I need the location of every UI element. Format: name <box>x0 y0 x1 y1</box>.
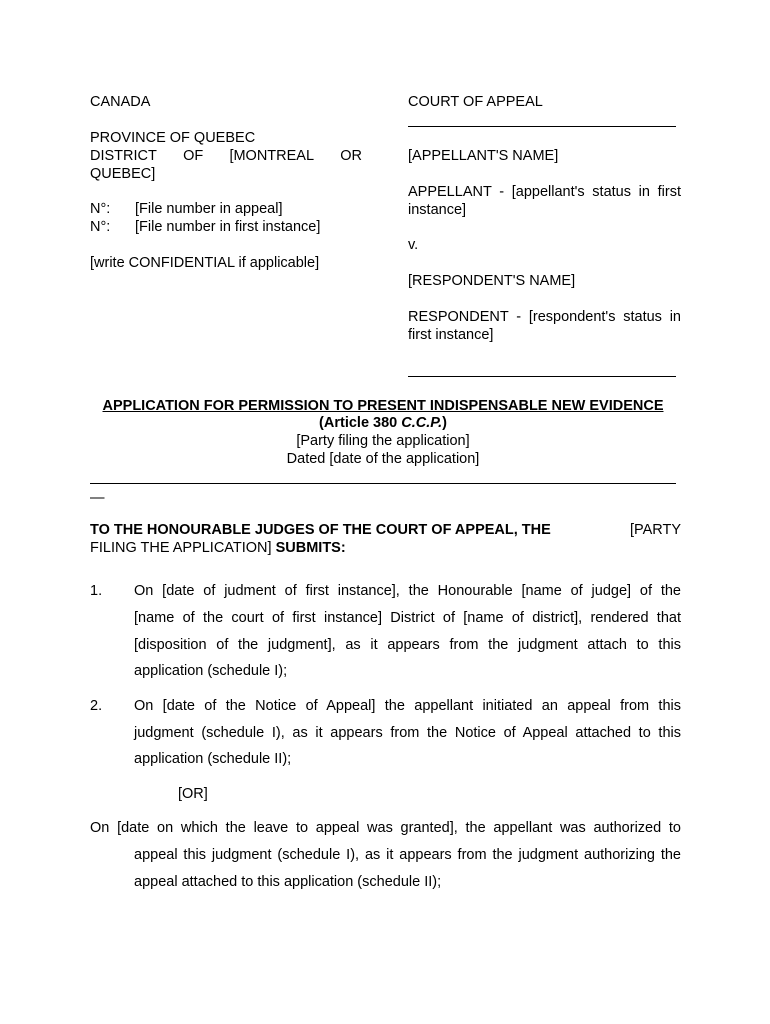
file-no-label-2: N°: <box>90 219 111 235</box>
address-party: [PARTY <box>629 522 681 538</box>
article-prefix: (Article 380 <box>319 415 402 431</box>
paragraph-1-line-2: [name of the court of first instance] District of [name of district], rendered that <box>134 610 681 626</box>
confidential-note: [write CONFIDENTIAL if applicable] <box>90 255 320 271</box>
heading-dash: — <box>90 490 105 506</box>
versus-label: v. <box>408 237 419 253</box>
caption-divider-bottom <box>408 376 676 377</box>
court-name: COURT OF APPEAL <box>408 94 543 110</box>
address-bold: TO THE HONOURABLE JUDGES OF THE COURT OF APPEAL, THE <box>90 522 551 538</box>
file-number-appeal: [File number in appeal] <box>135 201 283 217</box>
district-word-2: OF <box>183 148 204 164</box>
article-suffix: ) <box>442 415 447 431</box>
respondent-status-line-2: first instance] <box>408 327 494 343</box>
or-label: [OR] <box>178 786 208 802</box>
article-code: C.C.P. <box>401 415 443 431</box>
paragraph-2-line-2: judgment (schedule I), as it appears from the Notice of Appeal attached to this <box>134 725 681 741</box>
province-label: PROVINCE OF QUEBEC <box>90 130 256 146</box>
party-filing: [Party filing the application] <box>296 433 470 449</box>
paragraph-number-2: 2. <box>90 698 103 714</box>
respondent-status-line-1: RESPONDENT - [respondent's status in <box>408 309 681 325</box>
paragraph-1-line-4: application (schedule I); <box>134 663 288 679</box>
alternative-line-2: appeal this judgment (schedule I), as it appears from the judgment authorizing the <box>134 847 681 863</box>
appellant-status-line-2: instance] <box>408 202 467 218</box>
address-party-continued: FILING THE APPLICATION] <box>90 540 272 556</box>
submits-label: SUBMITS: <box>275 540 346 556</box>
application-date: Dated [date of the application] <box>286 451 480 467</box>
district-line <box>90 147 362 165</box>
address-line-2 <box>90 539 346 557</box>
heading-divider <box>90 483 676 484</box>
alternative-line-3: appeal attached to this application (schedule II); <box>134 874 442 890</box>
file-number-first-instance: [File number in first instance] <box>135 219 321 235</box>
paragraph-number-1: 1. <box>90 583 103 599</box>
article-reference <box>90 414 676 432</box>
paragraph-2-line-1: On [date of the Notice of Appeal] the appellant initiated an appeal from this <box>134 698 681 714</box>
caption-divider-top <box>408 126 676 127</box>
file-no-label-1: N°: <box>90 201 111 217</box>
district-word-3: [MONTREAL <box>229 148 315 164</box>
appellant-name: [APPELLANT'S NAME] <box>408 148 559 164</box>
district-line-2: QUEBEC] <box>90 166 156 182</box>
district-word-1: DISTRICT <box>90 148 157 164</box>
alternative-line-1: On [date on which the leave to appeal was granted], the appellant was authorized to <box>90 820 681 836</box>
address-line-1 <box>90 521 681 539</box>
document-title: APPLICATION FOR PERMISSION TO PRESENT INDISPENSABLE NEW EVIDENCE <box>102 398 664 414</box>
district-word-4: OR <box>340 148 362 164</box>
paragraph-1-line-1: On [date of judment of first instance], the Honourable [name of judge] of the <box>134 583 681 599</box>
paragraph-2-line-3: application (schedule II); <box>134 751 292 767</box>
paragraph-1-line-3: [disposition of the judgment], as it appears from the judgment attach to this <box>134 637 681 653</box>
country-label: CANADA <box>90 94 151 110</box>
appellant-status-line-1: APPELLANT - [appellant's status in first <box>408 184 681 200</box>
respondent-name: [RESPONDENT'S NAME] <box>408 273 576 289</box>
